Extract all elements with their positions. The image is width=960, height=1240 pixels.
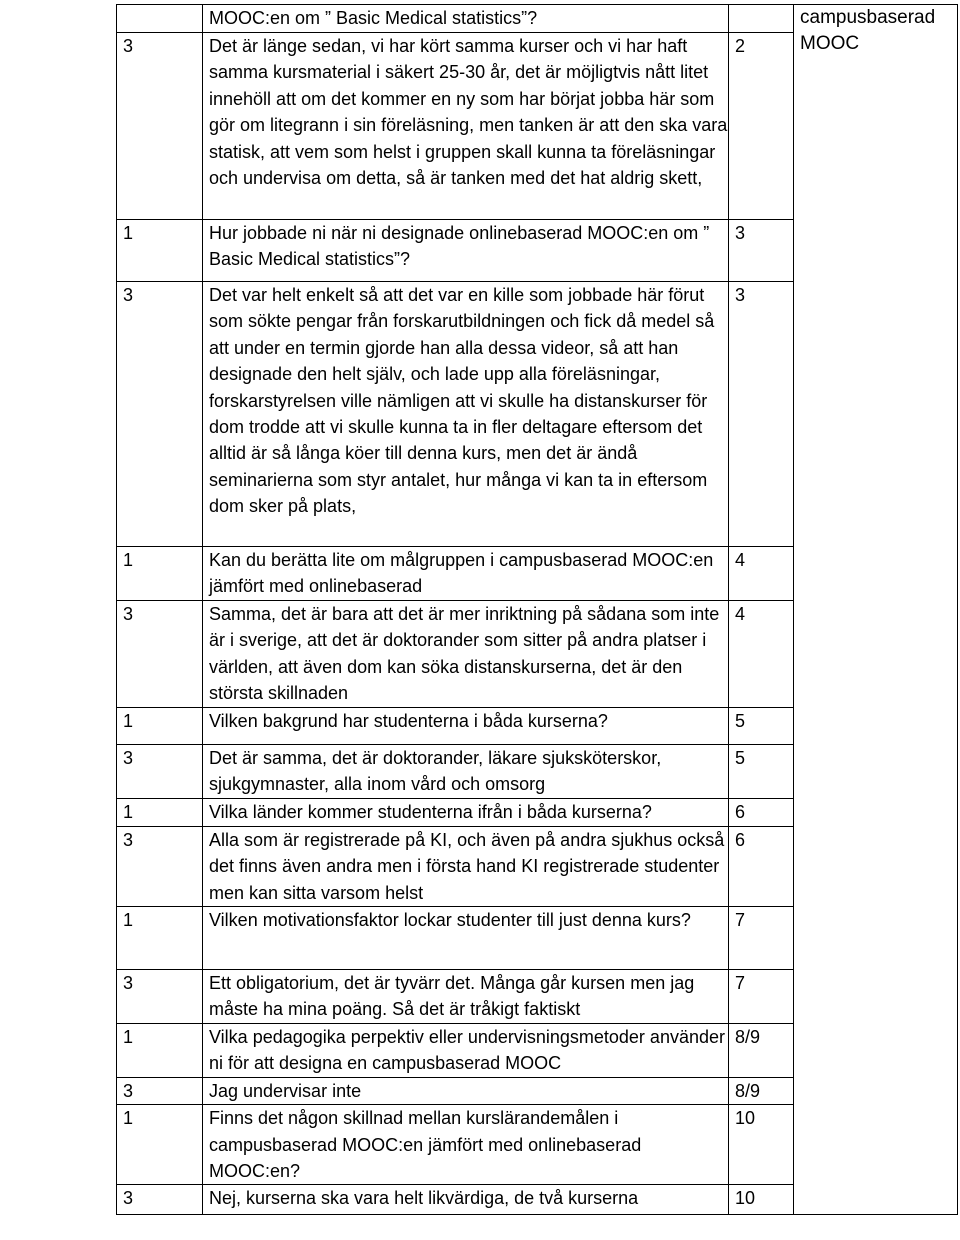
speaker-cell: 3 [117,744,203,798]
utterance-cell: Vilka länder kommer studenterna ifrån i båda kurserna? [203,798,729,826]
page-cell: 5 [729,707,794,744]
page-cell: 10 [729,1105,794,1185]
page-cell: 3 [729,282,794,547]
speaker-cell: 1 [117,907,203,970]
utterance-cell: Finns det någon skillnad mellan kurslärandemålen i campusbaserad MOOC:en jämfört med onlinebaserad MOOC:en? [203,1105,729,1185]
page-cell: 6 [729,826,794,906]
speaker-cell: 3 [117,1077,203,1104]
utterance-cell: Samma, det är bara att det är mer inriktning på sådana som inte är i sverige, att det är doktorander som sitter på andra platser i världen, att även dom kan söka distanskurserna, det är den största skillnaden [203,600,729,707]
page-cell: 5 [729,744,794,798]
utterance-cell: MOOC:en om ” Basic Medical statistics”? [203,5,729,33]
utterance-cell: Ett obligatorium, det är tyvärr det. Många går kursen men jag måste ha mina poäng. Så det är tråkigt faktiskt [203,970,729,1024]
page-cell: 3 [729,220,794,282]
utterance-cell: Hur jobbade ni när ni designade onlinebaserad MOOC:en om ” Basic Medical statistics”? [203,220,729,282]
speaker-cell: 1 [117,547,203,601]
speaker-cell: 3 [117,33,203,220]
speaker-cell: 1 [117,1105,203,1185]
speaker-cell: 3 [117,600,203,707]
page-cell: 10 [729,1185,794,1215]
speaker-cell [117,5,203,33]
page-cell: 8/9 [729,1024,794,1078]
utterance-cell: Vilken bakgrund har studenterna i båda kurserna? [203,707,729,744]
page-cell: 4 [729,600,794,707]
utterance-cell: Nej, kurserna ska vara helt likvärdiga, de två kurserna [203,1185,729,1215]
speaker-cell: 3 [117,1185,203,1215]
utterance-cell: Kan du berätta lite om målgruppen i campusbaserad MOOC:en jämfört med onlinebaserad [203,547,729,601]
speaker-cell: 3 [117,282,203,547]
page-cell: 8/9 [729,1077,794,1104]
speaker-cell: 1 [117,707,203,744]
page-cell [729,5,794,33]
speaker-cell: 1 [117,220,203,282]
page-cell: 7 [729,907,794,970]
category-cell: campusbaserad MOOC [794,5,958,1215]
page-cell: 6 [729,798,794,826]
speaker-cell: 3 [117,970,203,1024]
utterance-cell: Alla som är registrerade på KI, och även på andra sjukhus också det finns även andra men i första hand KI registrerade studenter men kan sitta varsom helst [203,826,729,906]
utterance-cell: Vilka pedagogika perpektiv eller undervisningsmetoder använder ni för att designa en campusbaserad MOOC [203,1024,729,1078]
speaker-cell: 3 [117,826,203,906]
transcript-table [116,4,958,1215]
speaker-cell: 1 [117,1024,203,1078]
utterance-cell: Jag undervisar inte [203,1077,729,1104]
utterance-cell: Det är länge sedan, vi har kört samma kurser och vi har haft samma kursmaterial i säkert 25-30 år, det är möjligtvis nått litet innehöll att om det kommer en ny som har börjat jobba här som gör om litegrann i sin föreläsning, men tanken är att den ska vara statisk, att vem som helst i gruppen skall kunna ta föreläsningar och undervisa om detta, så är tanken med det hat aldrig skett, [203,33,729,220]
speaker-cell: 1 [117,798,203,826]
utterance-cell: Det var helt enkelt så att det var en kille som jobbade här förut som sökte pengar från forskarutbildningen och fick då medel så att under en termin gjorde han alla dessa videor, så att han designade den helt själv, och lade upp alla föreläsningar, forskarstyrelsen ville nämligen att vi skulle ha distanskurser för dom trodde att vi skulle kunna ta in fler deltagare eftersom det alltid är så långa köer till denna kurs, men det är ändå seminarierna som styr antalet, hur många vi kan ta in eftersom dom sker på plats, [203,282,729,547]
utterance-cell: Vilken motivationsfaktor lockar studenter till just denna kurs? [203,907,729,970]
page-cell: 7 [729,970,794,1024]
table-row [117,5,958,33]
page-cell: 4 [729,547,794,601]
utterance-cell: Det är samma, det är doktorander, läkare sjuksköterskor, sjukgymnaster, alla inom vård och omsorg [203,744,729,798]
page-cell: 2 [729,33,794,220]
